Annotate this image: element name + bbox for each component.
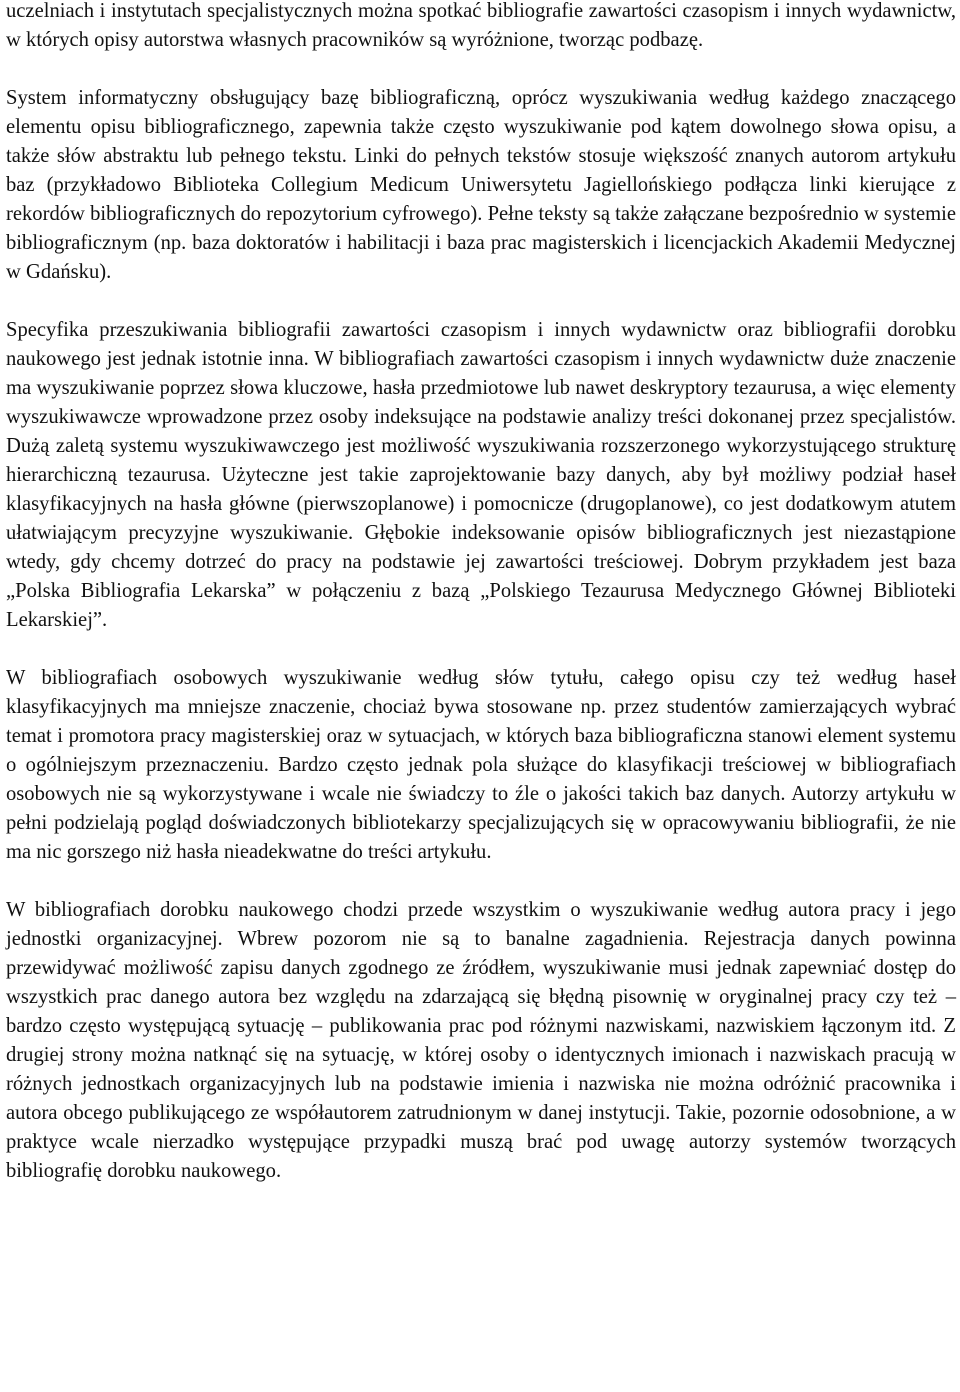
document-page [6,0,956,1215]
paragraph-3: Specyfika przeszukiwania bibliografii zawartości czasopism i innych wydawnictw oraz bibliografii dorobku naukowego jest jednak istotnie inna. W bibliografiach zawartości czasopism i innych wydawnictw duże znaczenie ma wyszukiwanie poprzez słowa kluczowe, hasła przedmiotowe lub nawet deskryptory tezaurusa, a więc elementy wyszukiwawcze wprowadzone przez osoby indeksujące na podstawie analizy treści dokonanej przez specjalistów. Dużą zaletą systemu wyszukiwawczego jest możliwość wyszukiwania rozszerzonego wykorzystującego strukturę hierarchiczną tezaurusa. Użyteczne jest takie zaprojektowanie bazy danych, aby był możliwy podział haseł klasyfikacyjnych na hasła główne (pierwszoplanowe) i pomocnicze (drugoplanowe), co jest dodatkowym atutem ułatwiającym precyzyjne wyszukiwanie. Głębokie indeksowanie opisów bibliograficznych jest niezastąpione wtedy, gdy chcemy dotrzeć do pracy na podstawie jej zawartości treściowej. Dobrym przykładem jest baza „Polska Bibliografia Lekarska” w połączeniu z bazą „Polskiego Tezaurusa Medycznego Głównej Biblioteki Lekarskiej”. [6,319,956,631]
paragraph-5: W bibliografiach dorobku naukowego chodzi przede wszystkim o wyszukiwanie według autora pracy i jego jednostki organizacyjnej. Wbrew pozorom nie są to banalne zagadnienia. Rejestracja danych powinna przewidywać możliwość zapisu danych zgodnego ze źródłem, wyszukiwanie musi jednak zapewniać dostęp do wszystkich prac danego autora bez względu na zdarzającą się błędną pisownię w oryginalnej pracy czy też – bardzo często występującą sytuację – publikowania prac pod różnymi nazwiskami, nazwiskiem łączonym itd. Z drugiej strony można natknąć się na sytuację, w której osoby o identycznych imionach i nazwiskach pracują w różnych jednostkach organizacyjnych lub na podstawie imienia i nazwiska nie można odróżnić pracownika i autora obcego publikującego ze współautorem zatrudnionym w danej instytucji. Takie, pozornie odosobnione, a w praktyce wcale nierzadko występujące przypadki muszą brać pod uwagę autorzy systemów tworzących bibliografię dorobku naukowego. [6,899,956,1182]
paragraph-2: System informatyczny obsługujący bazę bibliograficzną, oprócz wyszukiwania według każdego znaczącego elementu opisu bibliograficznego, zapewnia także często wyszukiwanie pod kątem dowolnego słowa opisu, a także słów abstraktu lub pełnego tekstu. Linki do pełnych tekstów stosuje większość znanych autorom artykułu baz (przykładowo Biblioteka Collegium Medicum Uniwersytetu Jagiellońskiego podłącza linki kierujące z rekordów bibliograficznych do repozytorium cyfrowego). Pełne teksty są także załączane bezpośrednio w systemie bibliograficznym (np. baza doktoratów i habilitacji i baza prac magisterskich i licencjackich Akademii Medycznej w Gdańsku). [6,87,956,283]
paragraph-1: uczelniach i instytutach specjalistycznych można spotkać bibliografie zawartości czasopism i innych wydawnictw, w których opisy autorstwa własnych pracowników są wyróżnione, tworząc podbazę. [6,0,956,51]
paragraph-4: W bibliografiach osobowych wyszukiwanie według słów tytułu, całego opisu czy też według haseł klasyfikacyjnych ma mniejsze znaczenie, chociaż bywa stosowane np. przez studentów zamierzających wybrać temat i promotora pracy magisterskiej oraz w sytuacjach, w których baza bibliograficzna stanowi element systemu o ogólniejszym przeznaczeniu. Bardzo często jednak pola służące do klasyfikacji treściowej w bibliografiach osobowych nie są wykorzystywane i wcale nie świadczy to źle o jakości takich baz danych. Autorzy artykułu w pełni podzielają pogląd doświadczonych bibliotekarzy specjalizujących się w opracowywaniu bibliografii, że nie ma nic gorszego niż hasła nieadekwatne do treści artykułu. [6,667,956,863]
